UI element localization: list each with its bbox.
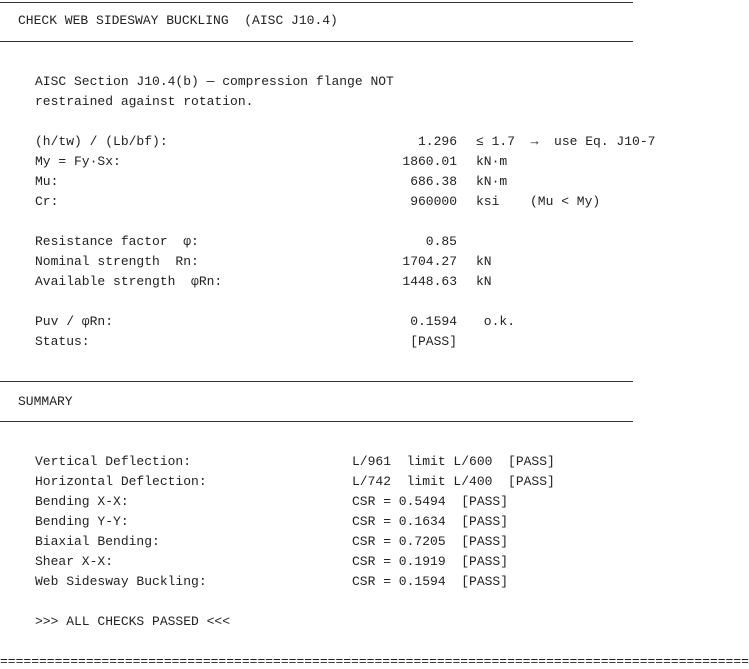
intro-line-2: restrained against rotation. [35, 94, 254, 109]
summary-value-bending-xx: CSR = 0.5494 [PASS] [352, 494, 509, 509]
row-label-ratio: Puv / φRn: [35, 314, 114, 329]
row-label-phirn: Available strength φRn: [35, 274, 223, 289]
row-value-status: [PASS] [410, 334, 457, 349]
summary-label-shear-xx: Shear X-X: [35, 554, 114, 569]
summary-top-rule [0, 381, 633, 382]
summary-value-biaxial-bending: CSR = 0.7205 [PASS] [352, 534, 509, 549]
summary-label-biaxial-bending: Biaxial Bending: [35, 534, 160, 549]
summary-value-horizontal-deflection: L/742 limit L/400 [PASS] [352, 474, 555, 489]
row-value-phirn: 1448.63 [402, 274, 457, 289]
summary-label-horizontal-deflection: Horizontal Deflection: [35, 474, 207, 489]
summary-header-rule [0, 421, 633, 422]
row-label-mu: Mu: [35, 174, 59, 189]
intro-line-1: AISC Section J10.4(b) — compression flange NOT [35, 74, 394, 89]
row-unit-cr: ksi [476, 194, 500, 209]
row-label-status: Status: [35, 334, 90, 349]
summary-value-vertical-deflection: L/961 limit L/600 [PASS] [352, 454, 555, 469]
row-value-ratio: 0.1594 [410, 314, 457, 329]
summary-label-web-sidesway: Web Sidesway Buckling: [35, 574, 207, 589]
row-unit-ratio: o.k. [476, 314, 516, 329]
summary-value-web-sidesway: CSR = 0.1594 [PASS] [352, 574, 509, 589]
row-value-mu: 686.38 [410, 174, 457, 189]
row-value-rn: 1704.27 [402, 254, 457, 269]
row-unit-mu: kN·m [476, 174, 508, 189]
row-unit-slenderness: ≤ 1.7 → use Eq. J10-7 [476, 134, 656, 149]
row-label-slenderness: (h/tw) / (Lb/bf): [35, 134, 168, 149]
summary-value-bending-yy: CSR = 0.1634 [PASS] [352, 514, 509, 529]
row-value-my: 1860.01 [402, 154, 457, 169]
row-value-phi: 0.85 [425, 234, 457, 249]
row-note-cr: (Mu < My) [530, 194, 601, 209]
summary-value-shear-xx: CSR = 0.1919 [PASS] [352, 554, 509, 569]
summary-title: SUMMARY [18, 394, 73, 409]
row-unit-rn: kN [476, 254, 492, 269]
row-label-rn: Nominal strength Rn: [35, 254, 199, 269]
row-value-slenderness: 1.296 [417, 134, 457, 149]
section-title-web-sidesway: CHECK WEB SIDESWAY BUCKLING (AISC J10.4) [18, 13, 338, 28]
row-unit-phirn: kN [476, 274, 492, 289]
footer-double-rule: ================================================================================================ [0, 654, 749, 669]
section-header-rule [0, 41, 633, 42]
section-top-rule [0, 2, 633, 3]
summary-label-vertical-deflection: Vertical Deflection: [35, 454, 192, 469]
row-label-phi: Resistance factor φ: [35, 234, 199, 249]
all-checks-passed-message: >>> ALL CHECKS PASSED <<< [35, 614, 231, 629]
summary-label-bending-xx: Bending X-X: [35, 494, 129, 509]
row-label-my: My = Fy·Sx: [35, 154, 121, 169]
row-value-cr: 960000 [410, 194, 457, 209]
row-label-cr: Cr: [35, 194, 59, 209]
row-unit-my: kN·m [476, 154, 508, 169]
summary-label-bending-yy: Bending Y-Y: [35, 514, 129, 529]
